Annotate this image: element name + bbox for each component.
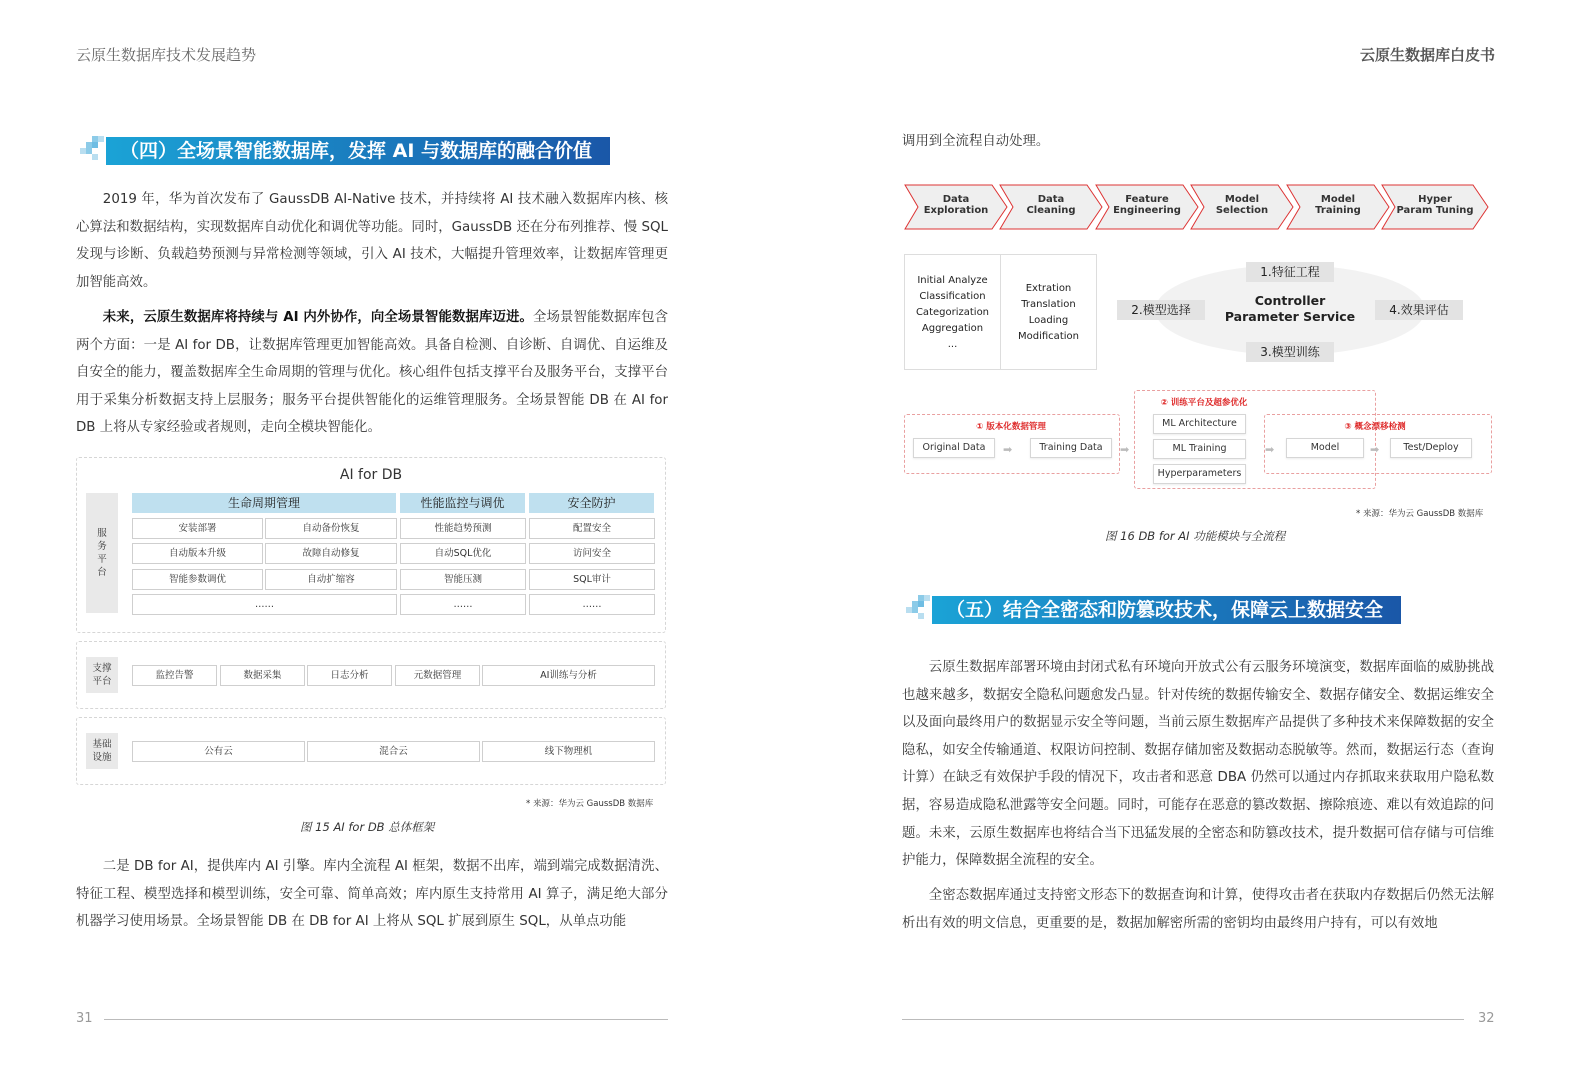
running-header-right: 云原生数据库白皮书	[1359, 46, 1495, 64]
training-data-box: Training Data	[1030, 438, 1112, 458]
ring-effect-evaluation: 4.效果评估	[1375, 300, 1463, 320]
lifecycle-cell: 自动备份恢复	[265, 518, 397, 539]
ring-model-selection: 2.模型选择	[1117, 300, 1205, 320]
figure-16-caption: 图 16 DB for AI 功能模块与全流程	[1105, 529, 1286, 543]
paragraph-text: 全密态数据库通过支持密文形态下的数据查询和计算，使得攻击者在获取内存数据后仍然无法解析出有效的明文信息，更重要的是，数据加解密所需的密钥均由最终用户持有，可以有效地	[902, 888, 1494, 931]
paragraph-bold-lead: 未来，云原生数据库将持续与 AI 内外协作，向全场景智能数据库迈进。	[102, 310, 534, 325]
step-feature-engineering	[1095, 184, 1199, 230]
step-model-selection	[1190, 184, 1294, 230]
step-label: Data Exploration	[923, 194, 989, 216]
title-decoration-icon	[78, 136, 106, 166]
list-item: Extration	[1025, 283, 1072, 294]
lifecycle-cell: 安装部署	[132, 518, 263, 539]
section-title-text: （五）结合全密态和防篡改技术，保障云上数据安全	[932, 596, 1401, 624]
footer-rule-right	[902, 1019, 1464, 1020]
etl-list	[1001, 281, 1096, 345]
page-number-right: 32	[1478, 1011, 1495, 1026]
lifecycle-header: 生命周期管理	[132, 493, 396, 513]
security-cell: 访问安全	[529, 543, 655, 564]
arrow-right-icon: ➡	[1265, 443, 1275, 456]
footer-rule-left	[104, 1019, 668, 1020]
controller-subtitle: Parameter Service	[1224, 309, 1356, 324]
list-item: Modification	[1018, 331, 1079, 342]
ai-for-db-diagram	[76, 457, 666, 789]
list-item: Aggregation	[921, 323, 984, 334]
support-platform-label: 支撑 平台	[86, 657, 118, 693]
right-paragraph-0	[902, 128, 1494, 156]
left-paragraph-2	[76, 304, 668, 442]
performance-more-cell: ……	[400, 594, 526, 615]
list-item: ...	[947, 339, 958, 350]
infrastructure-cell: 公有云	[132, 741, 305, 762]
ml-training-box: ML Training	[1153, 439, 1246, 459]
arrow-right-icon: ➡	[1120, 443, 1130, 456]
hyperparameters-box: Hyperparameters	[1153, 464, 1246, 484]
security-more-cell: ……	[529, 594, 655, 615]
arrow-right-icon: ➡	[1003, 443, 1013, 456]
step-label: Model Training	[1315, 194, 1361, 216]
right-paragraph-2	[902, 882, 1494, 937]
running-header-left: 云原生数据库技术发展趋势	[76, 46, 257, 64]
step-hyper-param-tuning	[1381, 184, 1489, 230]
left-paragraph-1	[76, 186, 668, 296]
infrastructure-cell: 混合云	[307, 741, 480, 762]
paragraph-text: 二是 DB for AI，提供库内 AI 引擎。库内全流程 AI 框架，数据不出库，端到端完成数据清洗、特征工程、模型选择和模型训练，安全可靠、简单高效；库内原生支持常用 AI 算子，满足绝大部分机器学习使用场景。全场景智能 DB 在 DB for AI 上将从 SQL 扩展到原生 SQL，从单点功能	[76, 859, 668, 930]
list-item: Translation	[1021, 299, 1076, 310]
arrow-right-icon: ➡	[1370, 443, 1380, 456]
security-cell: 配置安全	[529, 518, 655, 539]
paragraph-text: 云原生数据库部署环境由封闭式私有环境向开放式公有云服务环境演变，数据库面临的威胁挑战也越来越多，数据安全隐私问题愈发凸显。针对传统的数据传输安全、数据存储安全、数据运维安全以及面向最终用户的数据显示安全等问题，当前云原生数据库产品提供了多种技术来保障数据的安全隐私，如安全传输通道、权限访问控制、数据存储加密及数据动态脱敏等。然而，数据运行态（查询计算）在缺乏有效保护手段的情况下，攻击者和恶意 DBA 仍然可以通过内存抓取来获取用户隐私数据，容易造成隐私泄露等安全问题。同时，可能存在恶意的篡改数据、擦除痕迹、难以有效追踪的问题。未来，云原生数据库也将结合当下迅猛发展的全密态和防篡改技术，提升数据可信存储与可信维护能力，保障数据全流程的安全。	[902, 660, 1494, 869]
page-number-left: 31	[76, 1011, 93, 1026]
version-data-label: ① 版本化数据管理	[976, 422, 1046, 432]
step-data-cleaning	[999, 184, 1103, 230]
performance-cell: 智能压测	[400, 569, 526, 590]
infrastructure-cell: 线下物理机	[482, 741, 655, 762]
performance-cell: 性能趋势预测	[400, 518, 526, 539]
figure-15-source: * 来源：华为云 GaussDB 数据库	[526, 799, 654, 809]
section-title-text: （四）全场景智能数据库，发挥 AI 与数据库的融合价值	[106, 137, 610, 165]
controller-label	[1200, 293, 1380, 325]
ring-model-training: 3.模型训练	[1246, 342, 1334, 362]
support-cell: 监控告警	[132, 665, 217, 686]
original-data-box: Original Data	[913, 438, 995, 458]
analyze-list	[905, 273, 1000, 353]
paragraph-text: 2019 年，华为首次发布了 GaussDB AI-Native 技术，并持续将 AI 技术融入数据库内核、核心算法和数据结构，实现数据库自动优化和调优等功能。同时，GaussDB 还在分布列推荐、慢 SQL 发现与诊断、负载趋势预测与异常检测等领域，引入 AI 技术，大幅提升管理效率，让数据库管理更加智能高效。	[76, 192, 668, 290]
figure-title: AI for DB	[339, 467, 403, 483]
list-item: Initial Analyze	[917, 275, 988, 286]
section-title-4	[78, 136, 610, 166]
figure-16-source: * 来源：华为云 GaussDB 数据库	[1356, 509, 1484, 519]
ring-feature-engineering: 1.特征工程	[1246, 262, 1334, 282]
paragraph-text: 全场景智能数据库包含两个方面：一是 AI for DB，让数据库管理更加智能高效。具备自检测、自诊断、自调优、自运维及自安全的能力，覆盖数据库全生命周期的管理与优化。核心组件包括支撑平台及服务平台，支撑平台用于采集分析数据支持上层服务；服务平台提供智能化的运维管理服务。全场景智能 DB 在 AI for DB 上将从专家经验或者规则，走向全模块智能化。	[76, 310, 668, 436]
lifecycle-cell: 自动版本升级	[132, 543, 263, 564]
support-cell: 数据采集	[220, 665, 305, 686]
step-label: Data Cleaning	[1026, 194, 1076, 216]
support-cell: 日志分析	[307, 665, 392, 686]
right-paragraph-1	[902, 654, 1494, 875]
training-platform-label: ② 训练平台及超参优化	[1160, 398, 1248, 408]
step-data-exploration	[904, 184, 1008, 230]
controller-title: Controller	[1254, 293, 1326, 308]
support-cell: 元数据管理	[395, 665, 480, 686]
step-label: Hyper Param Tuning	[1396, 194, 1474, 216]
model-box: Model	[1286, 438, 1364, 458]
drift-detection-label: ③ 概念漂移检测	[1344, 422, 1406, 432]
performance-cell: 自动SQL优化	[400, 543, 526, 564]
step-model-training	[1286, 184, 1390, 230]
step-label: Model Selection	[1215, 194, 1269, 216]
test-deploy-box: Test/Deploy	[1390, 438, 1472, 458]
ml-architecture-box: ML Architecture	[1153, 414, 1246, 434]
list-item: Loading	[1028, 315, 1069, 326]
security-header: 安全防护	[529, 493, 654, 513]
figure-15-caption: 图 15 AI for DB 总体框架	[300, 820, 435, 834]
step-label: Feature Engineering	[1113, 194, 1181, 216]
performance-header: 性能监控与调优	[400, 493, 525, 513]
section-title-5	[904, 595, 1401, 625]
support-cell: AI训练与分析	[482, 665, 655, 686]
lifecycle-more-cell: ……	[132, 594, 397, 615]
left-paragraph-3	[76, 853, 668, 936]
lifecycle-cell: 智能参数调优	[132, 569, 263, 590]
list-item: Classification	[919, 291, 986, 302]
security-cell: SQL审计	[529, 569, 655, 590]
list-item: Categorization	[915, 307, 990, 318]
lifecycle-cell: 故障自动修复	[265, 543, 397, 564]
infrastructure-label: 基础 设施	[86, 733, 118, 769]
paragraph-text: 调用到全流程自动处理。	[902, 134, 1050, 149]
operations-table	[904, 254, 1097, 370]
service-platform-label: 服 务 平 台	[86, 493, 118, 613]
lifecycle-cell: 自动扩缩容	[265, 569, 397, 590]
title-decoration-icon	[904, 595, 932, 625]
